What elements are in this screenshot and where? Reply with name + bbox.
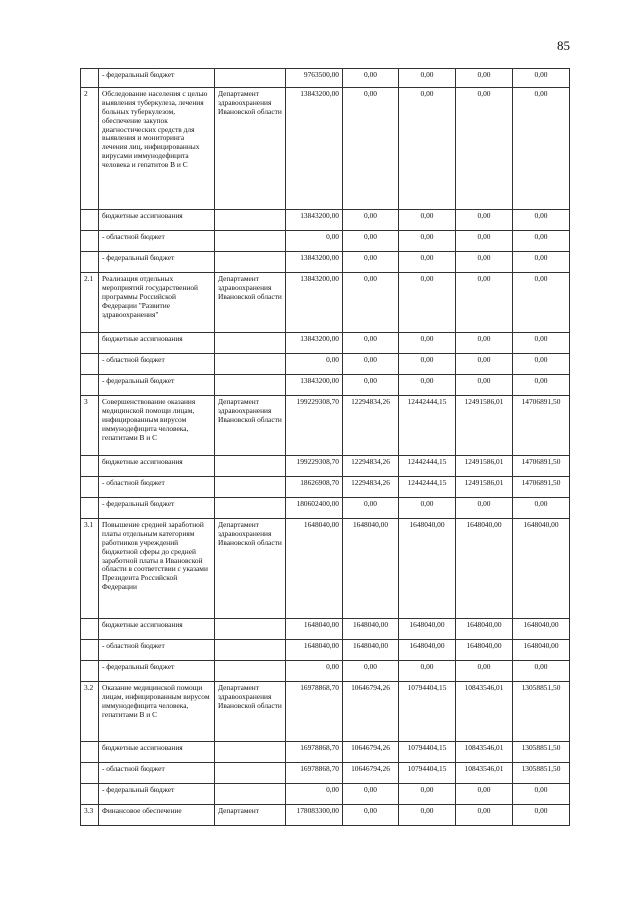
row-value-cell: 12442444,15 xyxy=(399,396,456,456)
row-value-cell: 0,00 xyxy=(399,69,456,88)
table-row xyxy=(81,273,570,333)
row-name-cell: Повышение средней заработной платы отдельным категориям работников учреждений бюджетной сферы до средней заработной платы в Ивановской области в соответствии с указами Президента Российской Федерации xyxy=(99,519,215,619)
row-number-cell xyxy=(81,640,99,661)
row-value-cell: 0,00 xyxy=(513,273,570,333)
row-name-cell: бюджетные ассигнования xyxy=(99,333,215,354)
row-value-cell: 0,00 xyxy=(343,498,399,519)
row-value-cell: 0,00 xyxy=(399,333,456,354)
row-value-cell: 0,00 xyxy=(513,784,570,805)
row-value-cell: 199229308,70 xyxy=(286,396,343,456)
row-name-cell: - федеральный бюджет xyxy=(99,252,215,273)
row-value-cell: 12442444,15 xyxy=(399,456,456,477)
row-value-cell: 0,00 xyxy=(513,333,570,354)
row-executor-cell xyxy=(215,477,286,498)
row-name-cell: Обследование населения с целью выявления туберкулеза, лечения больных туберкулезом, обеспечение закупок диагностических средств для выявления и мониторинга лечения лиц, инфицированных вирусами иммунодефицита человека и гепатитов В и С xyxy=(99,88,215,210)
row-number-cell xyxy=(81,69,99,88)
row-value-cell: 1648040,00 xyxy=(456,519,513,619)
row-value-cell: 1648040,00 xyxy=(343,519,399,619)
row-value-cell: 18626908,70 xyxy=(286,477,343,498)
table-row xyxy=(81,456,570,477)
row-value-cell: 0,00 xyxy=(343,375,399,396)
row-value-cell: 1648040,00 xyxy=(286,519,343,619)
row-number-cell xyxy=(81,210,99,231)
row-value-cell: 0,00 xyxy=(456,252,513,273)
row-name-cell: - федеральный бюджет xyxy=(99,498,215,519)
row-value-cell: 0,00 xyxy=(513,354,570,375)
row-value-cell: 0,00 xyxy=(399,498,456,519)
row-value-cell: 10794404,15 xyxy=(399,682,456,742)
row-executor-cell xyxy=(215,333,286,354)
table-row xyxy=(81,519,570,619)
row-value-cell: 1648040,00 xyxy=(286,619,343,640)
row-executor-cell xyxy=(215,252,286,273)
row-number-cell xyxy=(81,354,99,375)
row-name-cell: - областной бюджет xyxy=(99,640,215,661)
row-number-cell xyxy=(81,252,99,273)
row-value-cell: 0,00 xyxy=(343,69,399,88)
row-value-cell: 0,00 xyxy=(399,210,456,231)
row-value-cell: 16978868,70 xyxy=(286,682,343,742)
page-number: 85 xyxy=(557,38,570,53)
row-value-cell: 0,00 xyxy=(513,498,570,519)
row-value-cell: 0,00 xyxy=(399,231,456,252)
row-number-cell xyxy=(81,742,99,763)
row-executor-cell: Департамент здравоохранения Ивановской области xyxy=(215,396,286,456)
row-value-cell: 0,00 xyxy=(513,252,570,273)
row-value-cell: 12491586,01 xyxy=(456,456,513,477)
row-value-cell: 0,00 xyxy=(456,333,513,354)
row-value-cell: 13058851,50 xyxy=(513,682,570,742)
row-value-cell: 0,00 xyxy=(343,661,399,682)
row-name-cell: - федеральный бюджет xyxy=(99,375,215,396)
table-row xyxy=(81,805,570,826)
row-name-cell: - федеральный бюджет xyxy=(99,661,215,682)
row-name-cell: бюджетные ассигнования xyxy=(99,742,215,763)
row-value-cell: 10843546,01 xyxy=(456,682,513,742)
row-value-cell: 0,00 xyxy=(513,231,570,252)
table-row xyxy=(81,375,570,396)
row-value-cell: 0,00 xyxy=(513,805,570,826)
row-value-cell: 0,00 xyxy=(343,333,399,354)
row-value-cell: 0,00 xyxy=(399,661,456,682)
row-number-cell xyxy=(81,661,99,682)
row-value-cell: 1648040,00 xyxy=(513,619,570,640)
row-value-cell: 1648040,00 xyxy=(513,519,570,619)
row-name-cell: - федеральный бюджет xyxy=(99,784,215,805)
table-row xyxy=(81,640,570,661)
row-value-cell: 9763500,00 xyxy=(286,69,343,88)
row-number-cell xyxy=(81,498,99,519)
row-value-cell: 0,00 xyxy=(399,273,456,333)
row-value-cell: 10794404,15 xyxy=(399,763,456,784)
row-value-cell: 199229308,70 xyxy=(286,456,343,477)
row-value-cell: 0,00 xyxy=(513,69,570,88)
row-value-cell: 1648040,00 xyxy=(456,619,513,640)
row-executor-cell xyxy=(215,661,286,682)
row-value-cell: 0,00 xyxy=(513,661,570,682)
row-name-cell: - областной бюджет xyxy=(99,477,215,498)
table-row xyxy=(81,619,570,640)
row-executor-cell xyxy=(215,763,286,784)
row-value-cell: 10646794,26 xyxy=(343,742,399,763)
table-row xyxy=(81,354,570,375)
row-value-cell: 0,00 xyxy=(456,805,513,826)
row-executor-cell: Департамент здравоохранения Ивановской области xyxy=(215,88,286,210)
row-executor-cell xyxy=(215,69,286,88)
table-row xyxy=(81,742,570,763)
row-value-cell: 16978868,70 xyxy=(286,763,343,784)
table-row xyxy=(81,396,570,456)
row-value-cell: 1648040,00 xyxy=(399,519,456,619)
row-value-cell: 12491586,01 xyxy=(456,477,513,498)
row-value-cell: 0,00 xyxy=(456,375,513,396)
row-value-cell: 0,00 xyxy=(456,231,513,252)
row-value-cell: 0,00 xyxy=(456,784,513,805)
row-value-cell: 0,00 xyxy=(399,375,456,396)
row-value-cell: 0,00 xyxy=(286,661,343,682)
row-name-cell: - областной бюджет xyxy=(99,231,215,252)
row-value-cell: 0,00 xyxy=(456,273,513,333)
table-row xyxy=(81,682,570,742)
row-value-cell: 0,00 xyxy=(343,252,399,273)
row-name-cell: бюджетные ассигнования xyxy=(99,456,215,477)
row-executor-cell: Департамент xyxy=(215,805,286,826)
row-value-cell: 0,00 xyxy=(399,805,456,826)
row-name-cell: бюджетные ассигнования xyxy=(99,210,215,231)
row-number-cell xyxy=(81,333,99,354)
row-value-cell: 0,00 xyxy=(343,354,399,375)
row-value-cell: 1648040,00 xyxy=(343,619,399,640)
row-name-cell: бюджетные ассигнования xyxy=(99,619,215,640)
row-number-cell: 3.1 xyxy=(81,519,99,619)
row-name-cell: Финансовое обеспечение xyxy=(99,805,215,826)
row-executor-cell: Департамент здравоохранения Ивановской области xyxy=(215,682,286,742)
row-executor-cell xyxy=(215,456,286,477)
row-value-cell: 1648040,00 xyxy=(456,640,513,661)
row-value-cell: 0,00 xyxy=(456,354,513,375)
row-value-cell: 0,00 xyxy=(399,784,456,805)
row-value-cell: 13843200,00 xyxy=(286,273,343,333)
row-value-cell: 1648040,00 xyxy=(343,640,399,661)
row-number-cell xyxy=(81,231,99,252)
row-value-cell: 0,00 xyxy=(456,69,513,88)
row-executor-cell: Департамент здравоохранения Ивановской области xyxy=(215,273,286,333)
table-row xyxy=(81,88,570,210)
row-value-cell: 0,00 xyxy=(343,88,399,210)
row-value-cell: 10646794,26 xyxy=(343,763,399,784)
row-executor-cell xyxy=(215,640,286,661)
row-value-cell: 13843200,00 xyxy=(286,88,343,210)
row-name-cell: - областной бюджет xyxy=(99,763,215,784)
row-value-cell: 13843200,00 xyxy=(286,210,343,231)
row-name-cell: - областной бюджет xyxy=(99,354,215,375)
row-number-cell xyxy=(81,763,99,784)
row-value-cell: 16978868,70 xyxy=(286,742,343,763)
row-value-cell: 0,00 xyxy=(343,210,399,231)
row-value-cell: 10646794,26 xyxy=(343,682,399,742)
row-value-cell: 0,00 xyxy=(286,354,343,375)
table-row xyxy=(81,252,570,273)
row-value-cell: 0,00 xyxy=(343,231,399,252)
row-executor-cell xyxy=(215,498,286,519)
row-number-cell xyxy=(81,477,99,498)
row-value-cell: 0,00 xyxy=(456,88,513,210)
row-value-cell: 0,00 xyxy=(343,273,399,333)
row-number-cell: 3 xyxy=(81,396,99,456)
row-value-cell: 12294834,26 xyxy=(343,477,399,498)
row-value-cell: 13058851,50 xyxy=(513,763,570,784)
row-name-cell: Совершенствование оказания медицинской помощи лицам, инфицированным вирусом иммунодефицита человека, гепатитами В и С xyxy=(99,396,215,456)
row-value-cell: 12491586,01 xyxy=(456,396,513,456)
row-executor-cell xyxy=(215,231,286,252)
row-executor-cell xyxy=(215,354,286,375)
row-value-cell: 0,00 xyxy=(286,231,343,252)
row-value-cell: 1648040,00 xyxy=(513,640,570,661)
row-value-cell: 0,00 xyxy=(399,88,456,210)
row-number-cell: 2 xyxy=(81,88,99,210)
row-number-cell xyxy=(81,619,99,640)
row-executor-cell: Департамент здравоохранения Ивановской области xyxy=(215,519,286,619)
row-value-cell: 14706891,50 xyxy=(513,396,570,456)
row-number-cell: 3.3 xyxy=(81,805,99,826)
row-value-cell: 0,00 xyxy=(513,88,570,210)
table-row xyxy=(81,784,570,805)
table-row xyxy=(81,69,570,88)
row-value-cell: 14706891,50 xyxy=(513,456,570,477)
row-value-cell: 10843546,01 xyxy=(456,763,513,784)
row-name-cell: - федеральный бюджет xyxy=(99,69,215,88)
table-row xyxy=(81,477,570,498)
row-value-cell: 0,00 xyxy=(343,805,399,826)
row-number-cell xyxy=(81,784,99,805)
row-value-cell: 180602400,00 xyxy=(286,498,343,519)
row-value-cell: 0,00 xyxy=(399,354,456,375)
row-number-cell: 3.2 xyxy=(81,682,99,742)
table-row xyxy=(81,498,570,519)
row-executor-cell xyxy=(215,619,286,640)
row-executor-cell xyxy=(215,742,286,763)
table-row xyxy=(81,661,570,682)
row-value-cell: 0,00 xyxy=(399,252,456,273)
table-row xyxy=(81,210,570,231)
row-number-cell xyxy=(81,375,99,396)
row-value-cell: 13843200,00 xyxy=(286,375,343,396)
row-value-cell: 1648040,00 xyxy=(286,640,343,661)
row-name-cell: Реализация отдельных мероприятий государственной программы Российской Федерации "Развитие здравоохранения" xyxy=(99,273,215,333)
row-value-cell: 13058851,50 xyxy=(513,742,570,763)
row-number-cell: 2.1 xyxy=(81,273,99,333)
row-value-cell: 13843200,00 xyxy=(286,333,343,354)
row-value-cell: 178083300,00 xyxy=(286,805,343,826)
row-value-cell: 0,00 xyxy=(456,661,513,682)
row-value-cell: 0,00 xyxy=(286,784,343,805)
table-row xyxy=(81,763,570,784)
row-value-cell: 10843546,01 xyxy=(456,742,513,763)
row-value-cell: 0,00 xyxy=(343,784,399,805)
row-executor-cell xyxy=(215,784,286,805)
row-value-cell: 0,00 xyxy=(456,498,513,519)
table-row xyxy=(81,231,570,252)
row-value-cell: 10794404,15 xyxy=(399,742,456,763)
row-value-cell: 13843200,00 xyxy=(286,252,343,273)
row-value-cell: 14706891,50 xyxy=(513,477,570,498)
row-name-cell: Оказание медицинской помощи лицам, инфицированным вирусом иммунодефицита человека, гепатитами В и С xyxy=(99,682,215,742)
row-value-cell: 0,00 xyxy=(513,210,570,231)
row-value-cell: 1648040,00 xyxy=(399,619,456,640)
row-value-cell: 12294834,26 xyxy=(343,456,399,477)
table-row xyxy=(81,333,570,354)
row-value-cell: 12442444,15 xyxy=(399,477,456,498)
row-value-cell: 0,00 xyxy=(513,375,570,396)
row-value-cell: 1648040,00 xyxy=(399,640,456,661)
row-executor-cell xyxy=(215,375,286,396)
row-value-cell: 12294834,26 xyxy=(343,396,399,456)
budget-table xyxy=(80,68,570,826)
row-executor-cell xyxy=(215,210,286,231)
row-value-cell: 0,00 xyxy=(456,210,513,231)
row-number-cell xyxy=(81,456,99,477)
